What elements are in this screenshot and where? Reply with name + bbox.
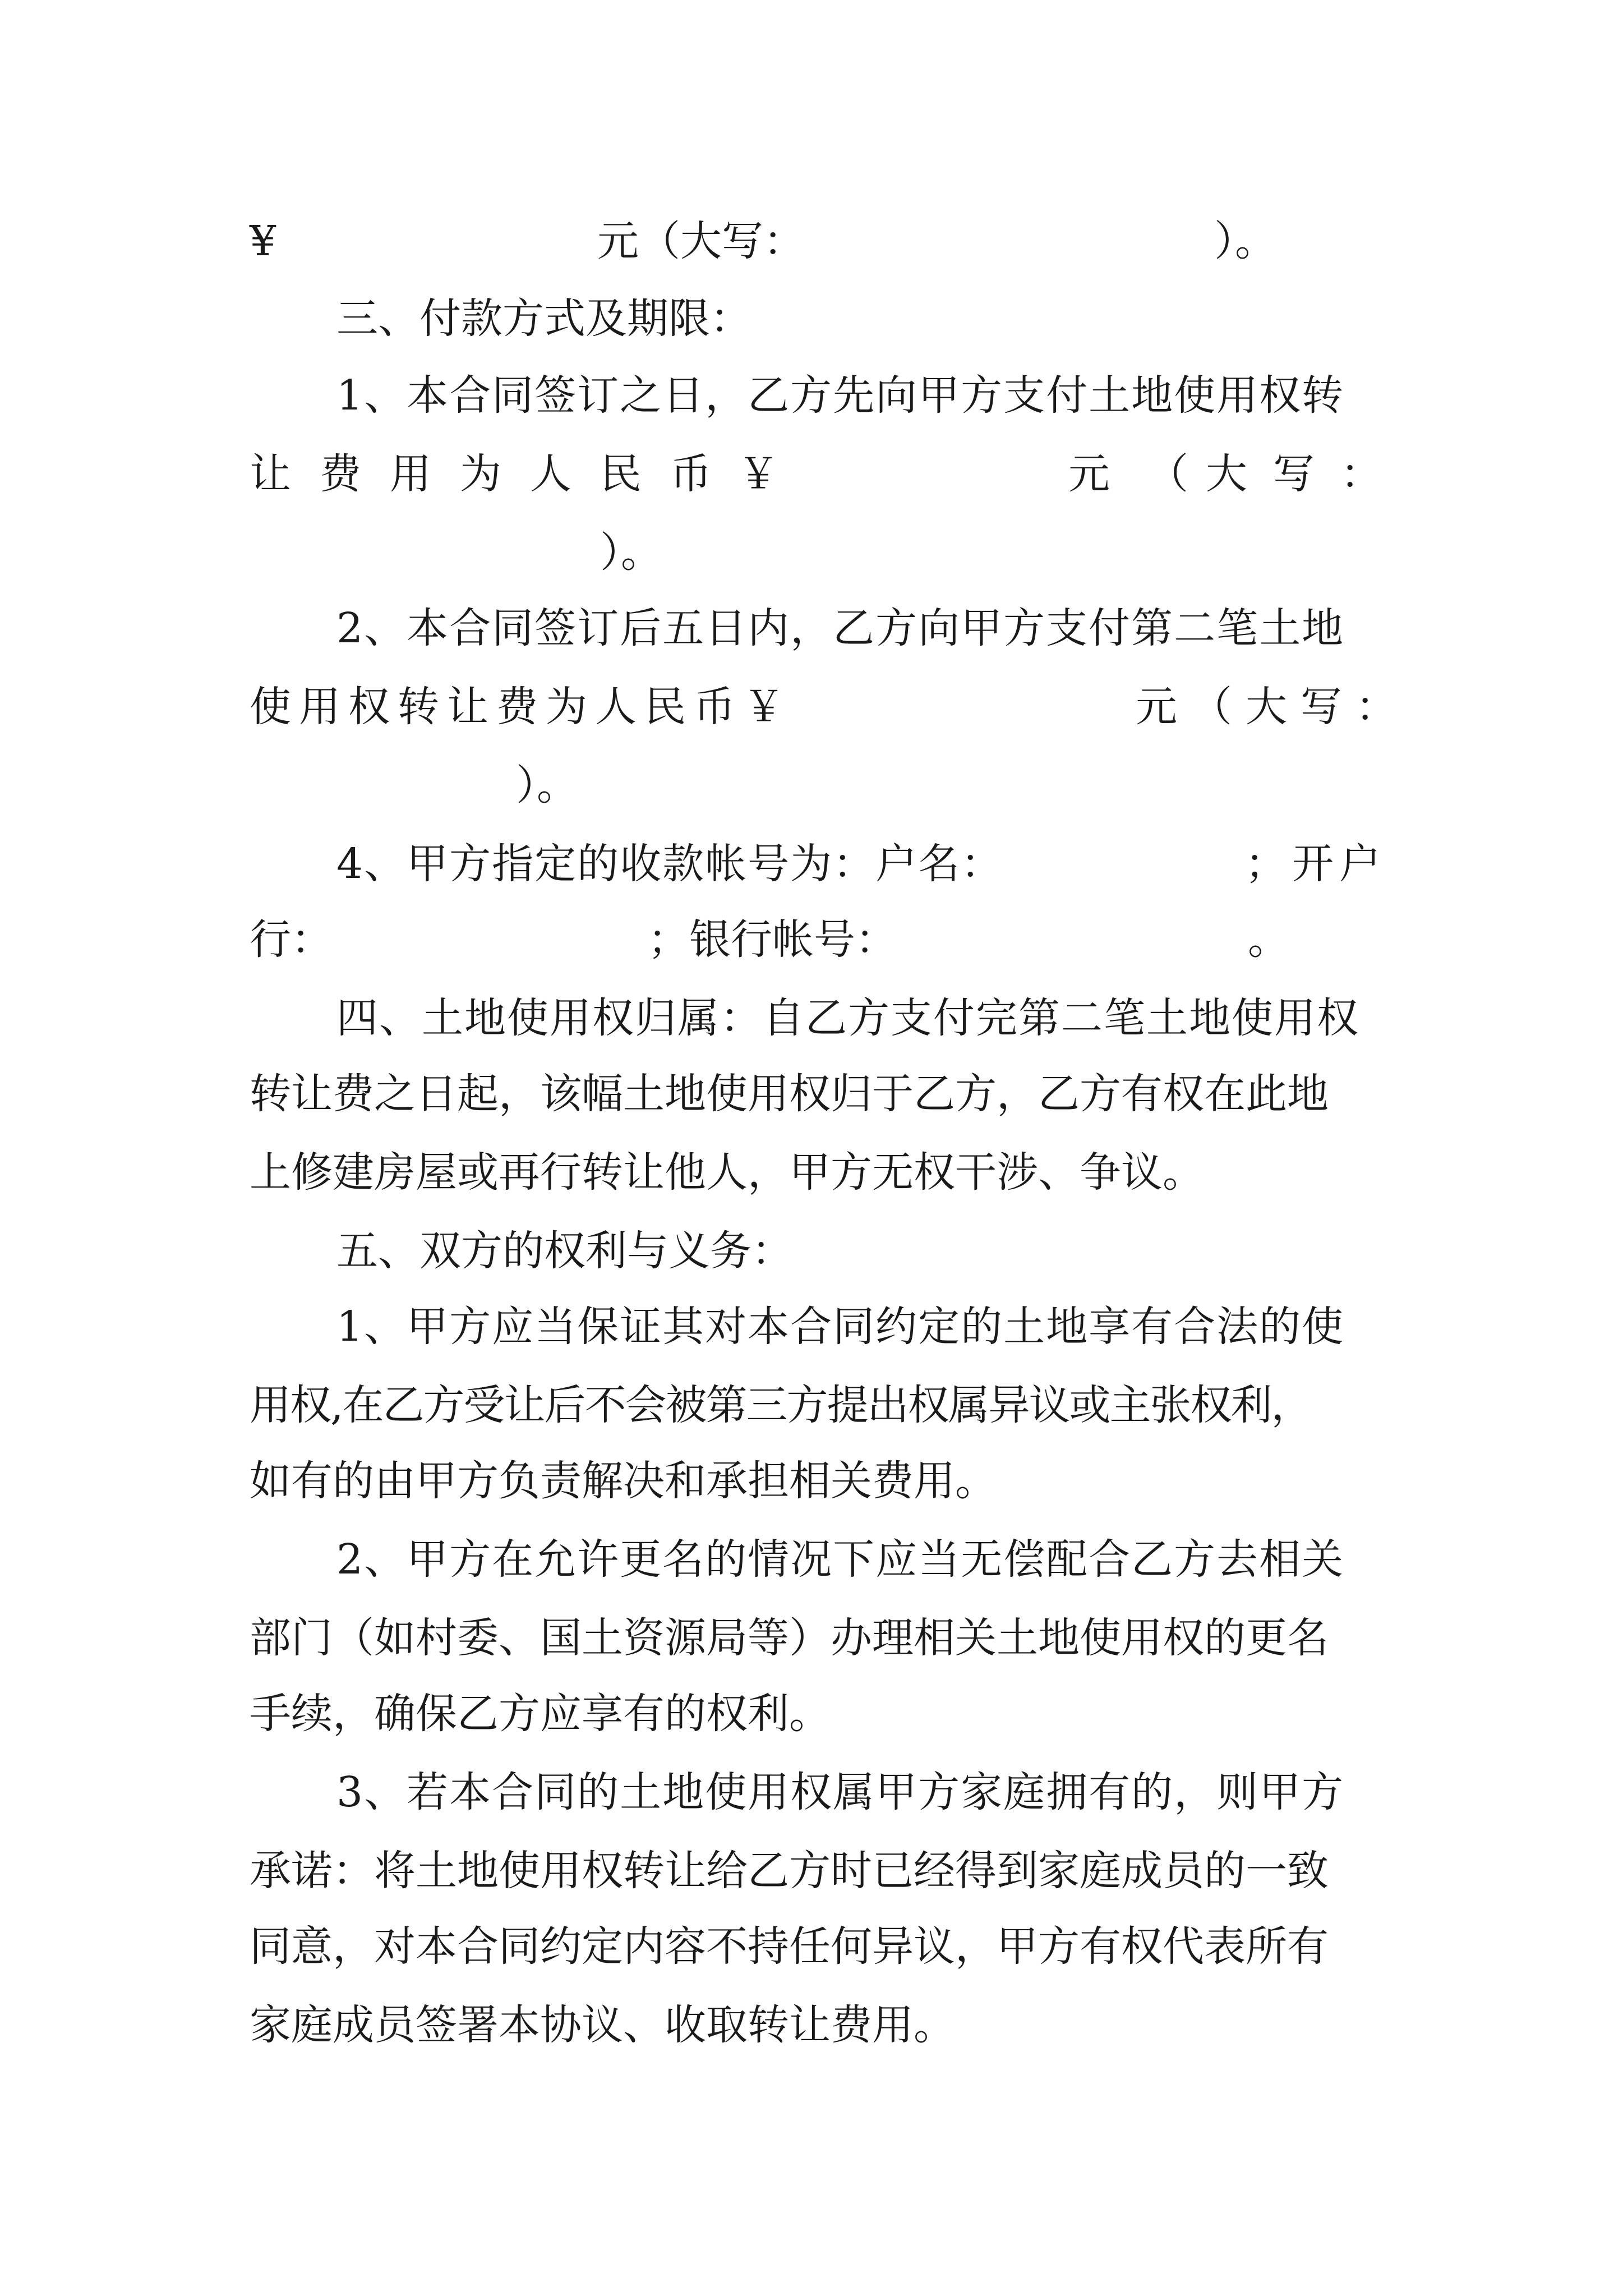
char: ： [1340,450,1382,498]
paragraph-line: 2、本合同签订后五日内，乙方向甲方支付第二笔土地 [336,604,1345,652]
char: 人 [530,450,571,498]
section-heading-rights: 五、双方的权利与义务： [336,1227,793,1275]
char: （ [1147,450,1188,498]
bank-label-cont: 行： [250,915,333,964]
second-payment-capital-label: 元（大写： [1136,683,1410,731]
bank-account-end: 。 [1248,915,1289,964]
section-heading-payment: 三、付款方式及期限： [336,295,751,343]
paragraph-line: 上修建房屋或再行转让他人，甲方无权干涉、争议。 [250,1148,1204,1197]
price-unit-capital-label: 元（大写： [597,217,805,265]
paragraph-close: ）。 [600,528,662,577]
second-payment-label: 使用权转让费为人民币￥ [250,683,792,731]
paragraph-line: 3、若本合同的土地使用权属甲方家庭拥有的，则甲方 [336,1768,1345,1816]
char: 让 [250,450,291,498]
paragraph-line: 家庭成员签署本协议、收取转让费用。 [250,2001,955,2049]
bank-account-label: ；银行帐号： [648,915,897,964]
paragraph-line: 同意，对本合同约定内容不持任何异议，甲方有权代表所有 [250,1922,1329,1971]
account-name-label: 4、甲方指定的收款帐号为：户名： [336,840,1004,888]
paragraph-line: 1、本合同签订之日，乙方先向甲方支付土地使用权转 [336,371,1345,420]
char: 写 [1273,450,1315,498]
paragraph-close: ）。 [516,761,578,809]
paragraph-line: 如有的由甲方负责解决和承担相关费用。 [250,1457,997,1505]
section-heading-ownership: 四、土地使用权归属：自乙方支付完第二笔土地使用权 [336,994,1359,1042]
char: 费 [320,450,361,498]
price-close: ）。 [1214,217,1276,265]
paragraph-line: 用权,在乙方受让后不会被第三方提出权属异议或主张权利， [250,1381,1312,1429]
bank-label: ；开户 [1245,840,1386,888]
paragraph-line: 2、甲方在允许更名的情况下应当无偿配合乙方去相关 [336,1535,1345,1584]
char: 用 [390,450,431,498]
char: 为 [460,450,501,498]
char: 币 [670,450,712,498]
yen-symbol: ¥ [250,217,276,265]
paragraph-line: 承诺：将土地使用权转让给乙方时已经得到家庭成员的一致 [250,1847,1329,1895]
char: 大 [1206,450,1247,498]
yen-symbol: ￥ [737,450,779,498]
paragraph-line: 部门（如村委、国土资源局等）办理相关土地使用权的更名 [250,1614,1329,1662]
paragraph-line: 手续，确保乙方应享有的权利。 [250,1690,831,1738]
paragraph-line: 转让费之日起，该幅土地使用权归于乙方，乙方有权在此地 [250,1070,1329,1118]
char: 元 [1068,450,1110,498]
paragraph-line: 1、甲方应当保证其对本合同约定的土地享有合法的使 [336,1303,1345,1351]
char: 民 [600,450,642,498]
